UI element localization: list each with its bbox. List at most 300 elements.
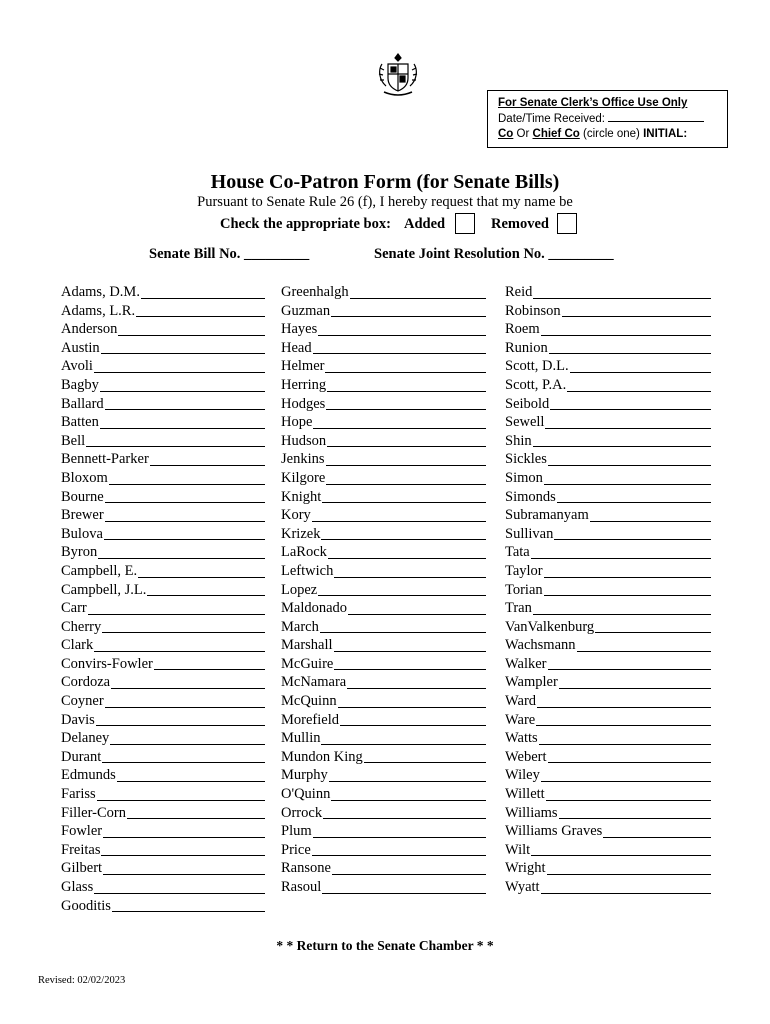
signature-line[interactable] xyxy=(338,707,486,708)
signature-line[interactable] xyxy=(101,855,265,856)
delegate-name: Wyatt xyxy=(505,879,540,895)
delegate-name: O'Quinn xyxy=(281,786,331,803)
delegate-row xyxy=(61,804,265,823)
delegate-name: Lopez xyxy=(281,581,318,598)
delegate-row xyxy=(505,357,711,376)
delegate-name: Filler-Corn xyxy=(61,804,126,821)
delegate-row xyxy=(505,413,711,432)
delegate-column-3 xyxy=(505,283,711,897)
delegate-row xyxy=(505,878,711,897)
delegate-name: Bourne xyxy=(61,488,104,505)
delegate-name: Adams, D.M. xyxy=(61,284,140,300)
delegate-row xyxy=(61,785,265,804)
delegate-row xyxy=(281,711,486,730)
delegate-row xyxy=(61,618,265,637)
signature-line[interactable] xyxy=(547,874,711,875)
delegate-name: Runion xyxy=(505,339,548,356)
delegate-name: Wright xyxy=(505,860,546,877)
delegate-name: Walker xyxy=(505,655,547,672)
delegate-name: Herring xyxy=(281,376,327,393)
delegate-row xyxy=(281,655,486,674)
signature-line[interactable] xyxy=(603,837,711,838)
delegate-row xyxy=(281,785,486,804)
delegate-row xyxy=(61,692,265,711)
added-label: Added xyxy=(404,216,446,232)
delegate-name: Hayes xyxy=(281,321,318,338)
delegate-row xyxy=(61,673,265,692)
delegate-name: Sickles xyxy=(505,451,547,468)
delegate-row xyxy=(505,785,711,804)
signature-line[interactable] xyxy=(105,521,265,522)
signature-line[interactable] xyxy=(559,688,711,689)
delegate-name: Anderson xyxy=(61,321,118,338)
delegate-row xyxy=(281,432,486,451)
delegate-row xyxy=(61,636,265,655)
signature-line[interactable] xyxy=(94,893,265,894)
delegate-row xyxy=(61,376,265,395)
delegate-row xyxy=(61,525,265,544)
signature-line[interactable] xyxy=(86,446,265,447)
delegate-name: Hudson xyxy=(281,432,327,449)
signature-line[interactable] xyxy=(94,372,265,373)
signature-line[interactable] xyxy=(332,874,486,875)
delegate-row xyxy=(281,413,486,432)
delegate-row xyxy=(281,469,486,488)
delegate-row xyxy=(281,729,486,748)
signature-line[interactable] xyxy=(544,595,711,596)
delegate-name: Bell xyxy=(61,432,86,449)
signature-line[interactable] xyxy=(545,428,711,429)
signature-line[interactable] xyxy=(548,669,711,670)
delegate-name: Bennett-Parker xyxy=(61,451,149,468)
delegate-name: Kilgore xyxy=(281,469,326,486)
delegate-row xyxy=(505,822,711,841)
signature-line[interactable] xyxy=(111,688,265,689)
delegate-row xyxy=(61,748,265,767)
delegate-row xyxy=(281,636,486,655)
delegate-row xyxy=(61,822,265,841)
delegate-name: Campbell, E. xyxy=(61,562,138,579)
delegate-row xyxy=(505,432,711,451)
delegate-name: Byron xyxy=(61,544,98,561)
delegate-name: Marshall xyxy=(281,637,333,654)
signature-line[interactable] xyxy=(312,521,486,522)
delegate-name: Krizek xyxy=(281,525,321,542)
delegate-row xyxy=(281,804,486,823)
return-instruction: * * Return to the Senate Chamber * * xyxy=(276,938,494,953)
signature-line[interactable] xyxy=(110,744,265,745)
delegate-name: Willett xyxy=(505,786,545,803)
signature-line[interactable] xyxy=(141,298,265,299)
delegate-row xyxy=(61,469,265,488)
signature-line[interactable] xyxy=(548,762,711,763)
delegate-name: Bulova xyxy=(61,525,103,542)
signature-line[interactable] xyxy=(350,298,486,299)
check-prompt: Check the appropriate box: xyxy=(220,216,391,232)
removed-label: Removed xyxy=(491,216,549,232)
delegate-row xyxy=(505,562,711,581)
signature-line[interactable] xyxy=(322,502,486,503)
signature-line[interactable] xyxy=(320,632,486,633)
delegate-name: Davis xyxy=(61,711,95,728)
signature-line[interactable] xyxy=(541,893,711,894)
signature-line[interactable] xyxy=(348,614,486,615)
delegate-name: Adams, L.R. xyxy=(61,302,136,319)
delegate-row xyxy=(61,302,265,321)
delegate-name: Helmer xyxy=(281,358,325,375)
delegate-row xyxy=(281,859,486,878)
add-remove-row xyxy=(0,212,770,236)
delegate-name: Plum xyxy=(281,823,312,840)
delegate-name: Rasoul xyxy=(281,879,322,895)
delegate-row xyxy=(281,525,486,544)
delegate-row xyxy=(505,525,711,544)
delegate-name: Leftwich xyxy=(281,562,334,579)
delegate-name: Simon xyxy=(505,469,543,486)
signature-line[interactable] xyxy=(331,800,486,801)
signature-line[interactable] xyxy=(326,465,486,466)
delegate-row xyxy=(61,729,265,748)
signature-line[interactable] xyxy=(105,502,265,503)
delegate-row xyxy=(61,395,265,414)
delegate-column-2 xyxy=(281,283,486,897)
signature-line[interactable] xyxy=(539,744,711,745)
delegate-name: Freitas xyxy=(61,841,101,858)
delegate-row xyxy=(281,543,486,562)
delegate-name: Carr xyxy=(61,600,87,617)
delegate-row xyxy=(505,692,711,711)
signature-line[interactable] xyxy=(327,446,486,447)
delegate-row xyxy=(505,711,711,730)
signature-line[interactable] xyxy=(531,558,711,559)
delegate-name: Durant xyxy=(61,748,102,765)
signature-line[interactable] xyxy=(147,595,265,596)
delegate-row xyxy=(281,488,486,507)
delegate-row xyxy=(505,729,711,748)
signature-line[interactable] xyxy=(533,298,711,299)
signature-line[interactable] xyxy=(98,558,265,559)
signature-line[interactable] xyxy=(103,837,265,838)
delegate-name: Hope xyxy=(281,414,313,431)
delegate-row xyxy=(281,748,486,767)
signature-line[interactable] xyxy=(100,391,265,392)
delegate-row xyxy=(281,283,486,302)
delegate-name: McQuinn xyxy=(281,693,337,710)
delegate-row xyxy=(505,599,711,618)
signature-line[interactable] xyxy=(537,707,711,708)
delegate-name: Bagby xyxy=(61,376,99,393)
signature-line[interactable] xyxy=(334,577,486,578)
signature-line[interactable] xyxy=(557,502,711,503)
senate-joint-resolution-number-field[interactable]: Senate Joint Resolution No. _________ xyxy=(374,246,614,262)
delegate-row xyxy=(281,692,486,711)
delegate-row xyxy=(505,320,711,339)
signature-line[interactable] xyxy=(541,335,711,336)
signature-line[interactable] xyxy=(100,428,265,429)
delegate-name: Price xyxy=(281,841,311,858)
delegate-row xyxy=(281,376,486,395)
delegate-name: Batten xyxy=(61,414,99,431)
delegate-name: Knight xyxy=(281,488,322,505)
delegate-row xyxy=(281,320,486,339)
delegate-row xyxy=(505,339,711,358)
signature-line[interactable] xyxy=(318,335,486,336)
signature-line[interactable] xyxy=(570,372,711,373)
delegate-name: LaRock xyxy=(281,544,327,561)
delegate-name: Fowler xyxy=(61,823,103,840)
delegate-name: Webert xyxy=(505,748,547,765)
delegate-row xyxy=(61,878,265,897)
delegate-row xyxy=(505,636,711,655)
signature-line[interactable] xyxy=(94,651,265,652)
signature-line[interactable] xyxy=(334,651,486,652)
signature-line[interactable] xyxy=(531,855,711,856)
revised-date: Revised: 02/02/2023 xyxy=(38,975,126,986)
signature-line[interactable] xyxy=(334,669,486,670)
date-time-blank[interactable] xyxy=(608,111,704,122)
delegate-name: Subramanyam xyxy=(505,507,589,524)
signature-line[interactable] xyxy=(321,744,486,745)
added-checkbox[interactable] xyxy=(455,213,475,234)
delegate-row xyxy=(505,581,711,600)
delegate-name: Guzman xyxy=(281,302,331,319)
delegate-row xyxy=(61,283,265,302)
signature-line[interactable] xyxy=(327,391,486,392)
date-time-received: Date/Time Received: xyxy=(498,111,727,127)
delegate-row xyxy=(505,488,711,507)
delegate-name: McNamara xyxy=(281,674,347,691)
delegate-name: Campbell, J.L. xyxy=(61,581,147,598)
clerk-box-heading: For Senate Clerk’s Office Use Only xyxy=(498,97,688,109)
delegate-name: Torian xyxy=(505,581,543,598)
delegate-name: Cherry xyxy=(61,618,102,635)
signature-line[interactable] xyxy=(590,521,711,522)
delegate-name: Seibold xyxy=(505,395,550,412)
delegate-name: Coyner xyxy=(61,693,104,710)
signature-line[interactable] xyxy=(312,855,486,856)
signature-line[interactable] xyxy=(109,484,265,485)
signature-line[interactable] xyxy=(536,725,711,726)
form-title: House Co-Patron Form (for Senate Bills) xyxy=(210,171,560,193)
chief-co-option[interactable]: Chief Co xyxy=(532,128,580,140)
delegate-row xyxy=(505,543,711,562)
delegate-row xyxy=(505,766,711,785)
form-subtitle: Pursuant to Senate Rule 26 (f), I hereby request that my name be xyxy=(197,194,573,210)
signature-line[interactable] xyxy=(329,781,486,782)
delegate-name: Ballard xyxy=(61,395,104,412)
signature-line[interactable] xyxy=(97,800,265,801)
signature-line[interactable] xyxy=(326,409,486,410)
signature-line[interactable] xyxy=(544,577,711,578)
circle-one-line: Co Or Chief Co (circle one) INITIAL: xyxy=(498,128,688,140)
signature-line[interactable] xyxy=(550,409,711,410)
signature-line[interactable] xyxy=(96,725,265,726)
delegate-name: March xyxy=(281,618,319,635)
delegate-name: Murphy xyxy=(281,767,328,784)
delegate-name: Mullin xyxy=(281,730,321,747)
signature-line[interactable] xyxy=(562,316,711,317)
signature-line[interactable] xyxy=(567,391,711,392)
signature-line[interactable] xyxy=(313,837,486,838)
delegate-name: Hodges xyxy=(281,395,326,412)
delegate-name: Avoli xyxy=(61,358,93,375)
signature-line[interactable] xyxy=(541,781,711,782)
signature-line[interactable] xyxy=(546,800,711,801)
signature-line[interactable] xyxy=(533,614,711,615)
delegate-name: Tran xyxy=(505,600,532,617)
delegate-name: Orrock xyxy=(281,804,323,821)
delegate-name: Brewer xyxy=(61,507,104,524)
signature-line[interactable] xyxy=(136,316,265,317)
delegate-row xyxy=(505,302,711,321)
delegate-row xyxy=(505,450,711,469)
delegate-row xyxy=(505,673,711,692)
delegate-row xyxy=(281,339,486,358)
signature-line[interactable] xyxy=(548,465,711,466)
delegate-row xyxy=(281,618,486,637)
co-option[interactable]: Co xyxy=(498,128,514,140)
delegate-name: Wampler xyxy=(505,674,558,691)
signature-line[interactable] xyxy=(364,762,486,763)
delegate-row xyxy=(281,673,486,692)
delegate-name: Watts xyxy=(505,730,538,747)
delegate-row xyxy=(61,488,265,507)
signature-line[interactable] xyxy=(101,353,265,354)
signature-line[interactable] xyxy=(150,465,265,466)
signature-line[interactable] xyxy=(313,353,486,354)
signature-line[interactable] xyxy=(533,446,711,447)
delegate-row xyxy=(61,506,265,525)
delegate-name: Bloxom xyxy=(61,469,108,486)
delegate-name: Williams Graves xyxy=(505,823,603,840)
delegate-row xyxy=(281,357,486,376)
delegate-column-1 xyxy=(61,283,265,915)
signature-line[interactable] xyxy=(103,874,265,875)
signature-line[interactable] xyxy=(105,409,265,410)
delegate-name: Head xyxy=(281,339,312,356)
delegate-row xyxy=(61,450,265,469)
delegate-name: McGuire xyxy=(281,655,334,672)
delegate-row xyxy=(505,748,711,767)
delegate-name: Wilt xyxy=(505,841,531,858)
signature-line[interactable] xyxy=(88,614,265,615)
signature-line[interactable] xyxy=(154,669,265,670)
delegate-row xyxy=(61,543,265,562)
signature-line[interactable] xyxy=(347,688,486,689)
delegate-row xyxy=(505,506,711,525)
removed-checkbox[interactable] xyxy=(557,213,577,234)
signature-line[interactable] xyxy=(326,484,486,485)
signature-line[interactable] xyxy=(328,558,486,559)
delegate-row xyxy=(61,432,265,451)
delegate-name: Williams xyxy=(505,804,558,821)
delegate-name: Sullivan xyxy=(505,525,554,542)
delegate-row xyxy=(61,599,265,618)
delegate-row xyxy=(61,711,265,730)
delegate-name: Austin xyxy=(61,339,100,356)
signature-line[interactable] xyxy=(331,316,486,317)
signature-line[interactable] xyxy=(112,911,265,912)
delegate-name: Roem xyxy=(505,321,540,338)
delegate-name: Kory xyxy=(281,507,311,524)
delegate-name: Gilbert xyxy=(61,860,103,877)
delegate-name: Maldonado xyxy=(281,600,348,617)
delegate-name: Glass xyxy=(61,879,94,895)
signature-line[interactable] xyxy=(322,893,486,894)
signature-line[interactable] xyxy=(577,651,711,652)
senate-bill-number-field[interactable]: Senate Bill No. _________ xyxy=(149,246,310,262)
delegate-row xyxy=(281,822,486,841)
delegate-row xyxy=(61,859,265,878)
delegate-row xyxy=(505,841,711,860)
signature-line[interactable] xyxy=(549,353,711,354)
delegate-row xyxy=(61,581,265,600)
delegate-name: Taylor xyxy=(505,562,543,579)
signature-line[interactable] xyxy=(102,762,265,763)
signature-line[interactable] xyxy=(118,335,265,336)
signature-line[interactable] xyxy=(559,818,711,819)
delegate-name: Clark xyxy=(61,637,94,654)
delegate-row xyxy=(61,339,265,358)
signature-line[interactable] xyxy=(554,539,711,540)
signature-line[interactable] xyxy=(138,577,265,578)
delegate-name: Wachsmann xyxy=(505,637,576,654)
signature-line[interactable] xyxy=(313,428,486,429)
delegate-name: Gooditis xyxy=(61,897,111,914)
signature-line[interactable] xyxy=(325,372,486,373)
signature-line[interactable] xyxy=(323,818,486,819)
delegate-name: Wiley xyxy=(505,767,540,784)
signature-line[interactable] xyxy=(544,484,711,485)
signature-line[interactable] xyxy=(102,632,265,633)
signature-line[interactable] xyxy=(595,632,711,633)
delegate-name: VanValkenburg xyxy=(505,618,595,635)
signature-line[interactable] xyxy=(117,781,265,782)
delegate-name: Shin xyxy=(505,432,532,449)
delegate-name: Jenkins xyxy=(281,451,325,468)
delegate-name: Scott, D.L. xyxy=(505,358,569,375)
delegate-name: Edmunds xyxy=(61,767,116,784)
delegate-row xyxy=(61,655,265,674)
delegate-row xyxy=(281,450,486,469)
delegate-row xyxy=(281,841,486,860)
signature-line[interactable] xyxy=(318,595,486,596)
delegate-row xyxy=(281,506,486,525)
signature-line[interactable] xyxy=(104,539,265,540)
delegate-name: Ransone xyxy=(281,860,331,877)
delegate-row xyxy=(505,283,711,302)
virginia-house-seal-icon xyxy=(374,50,422,98)
clerk-office-use-box xyxy=(487,90,728,148)
delegate-row xyxy=(505,469,711,488)
delegate-name: Simonds xyxy=(505,488,556,505)
delegate-row xyxy=(281,395,486,414)
delegate-name: Tata xyxy=(505,544,530,561)
signature-line[interactable] xyxy=(321,539,486,540)
signature-line[interactable] xyxy=(105,707,265,708)
delegate-row xyxy=(281,766,486,785)
delegate-name: Greenhalgh xyxy=(281,284,349,300)
delegate-row xyxy=(61,562,265,581)
signature-line[interactable] xyxy=(127,818,265,819)
delegate-row xyxy=(61,766,265,785)
signature-line[interactable] xyxy=(340,725,486,726)
delegate-row xyxy=(61,897,265,916)
delegate-name: Cordoza xyxy=(61,674,111,691)
delegate-name: Mundon King xyxy=(281,748,363,765)
delegate-row xyxy=(61,413,265,432)
delegate-row xyxy=(281,599,486,618)
